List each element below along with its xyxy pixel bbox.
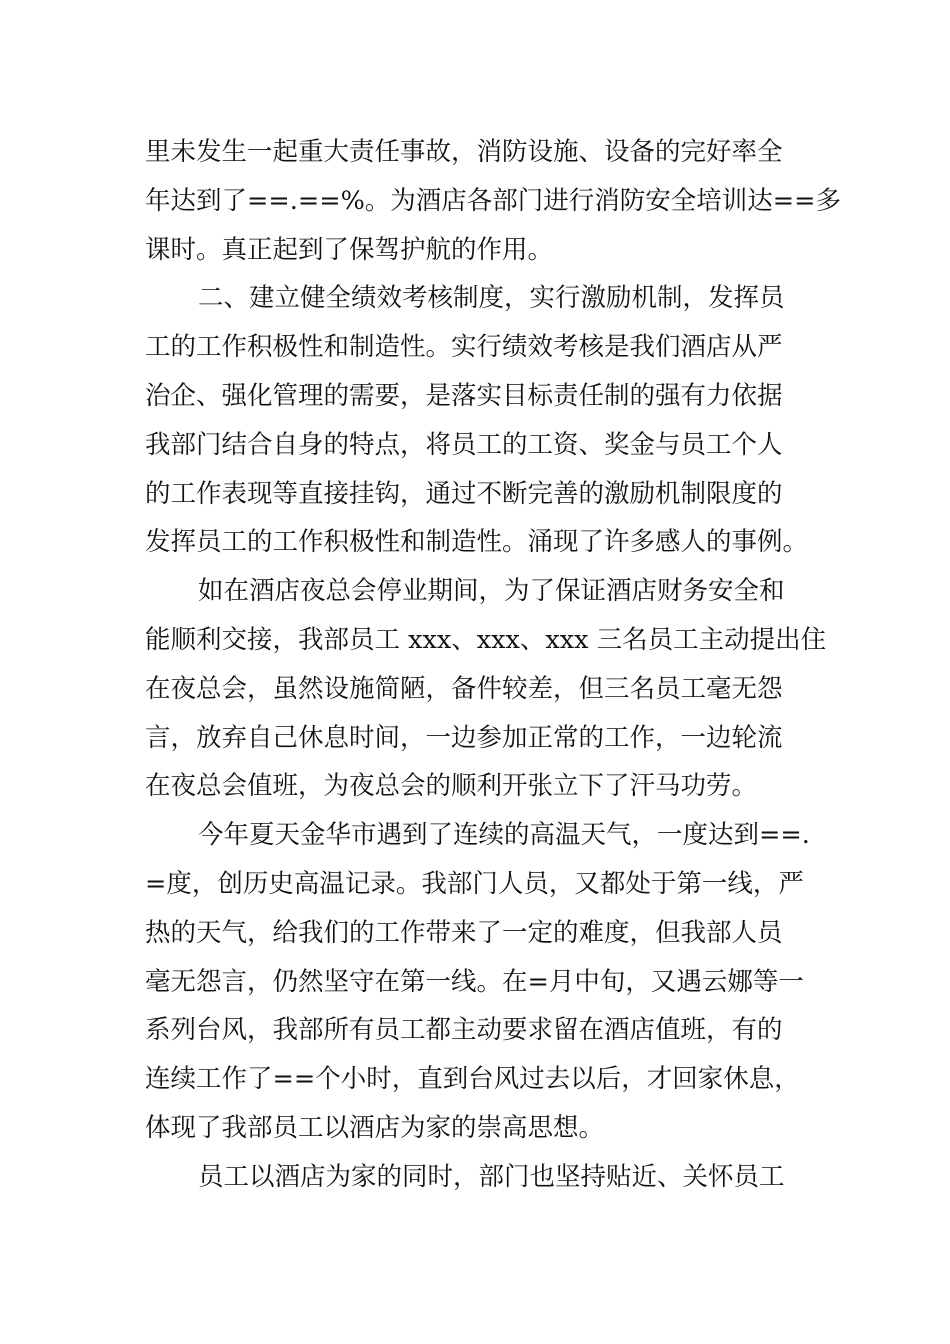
text-line: 系列台风，我部所有员工都主动要求留在酒店值班，有的 — [145, 1015, 783, 1046]
text-line: 连续工作了==个小时，直到台风过去以后，才回家休息， — [145, 1064, 800, 1095]
text-line: =度，创历史高温记录。我部门人员，又都处于第一线，严 — [145, 868, 804, 899]
text-line: 里未发生一起重大责任事故，消防设施、设备的完好率全 — [145, 137, 783, 167]
body-text — [145, 128, 842, 1202]
text-line: 发挥员工的工作积极性和制造性。涌现了许多感人的事例。 — [145, 527, 809, 558]
text-line: 热的天气，给我们的工作带来了一定的难度，但我部人员 — [145, 917, 783, 948]
text-line: 工的工作积极性和制造性。实行绩效考核是我们酒店从严 — [145, 332, 783, 363]
paragraph-start-line: 二、建立健全绩效考核制度，实行激励机制，发挥员 — [198, 283, 785, 314]
text-line: 毫无怨言，仍然坚守在第一线。在=月中旬，又遇云娜等一 — [145, 966, 804, 997]
paragraph-start-line: 今年夏天金华市遇到了连续的高温天气，一度达到==. — [198, 820, 810, 851]
text-line: 我部门结合自身的特点，将员工的工资、奖金与员工个人 — [145, 429, 783, 460]
text-line: 体现了我部员工以酒店为家的崇高思想。 — [145, 1112, 605, 1143]
text-line: 言，放弃自己休息时间，一边参加正常的工作，一边轮流 — [145, 722, 783, 753]
text-line: 在夜总会，虽然设施简陋，备件较差，但三名员工毫无怨 — [145, 673, 783, 704]
paragraph-start-line: 员工以酒店为家的同时，部门也坚持贴近、关怀员工 — [198, 1161, 785, 1192]
paragraph-start-line: 如在酒店夜总会停业期间，为了保证酒店财务安全和 — [198, 576, 785, 607]
text-line: 的工作表现等直接挂钩，通过不断完善的激励机制限度的 — [145, 478, 783, 509]
text-line: 课时。真正起到了保驾护航的作用。 — [145, 234, 554, 265]
text-line: 治企、强化管理的需要，是落实目标责任制的强有力依据 — [145, 380, 783, 411]
text-line: 年达到了==.==%。为酒店各部门进行消防安全培训达==多 — [145, 185, 842, 216]
text-line: 在夜总会值班，为夜总会的顺利开张立下了汗马功劳。 — [145, 771, 758, 802]
text-line: 能顺利交接，我部员工 xxx、xxx、xxx 三名员工主动提出住 — [145, 624, 827, 655]
